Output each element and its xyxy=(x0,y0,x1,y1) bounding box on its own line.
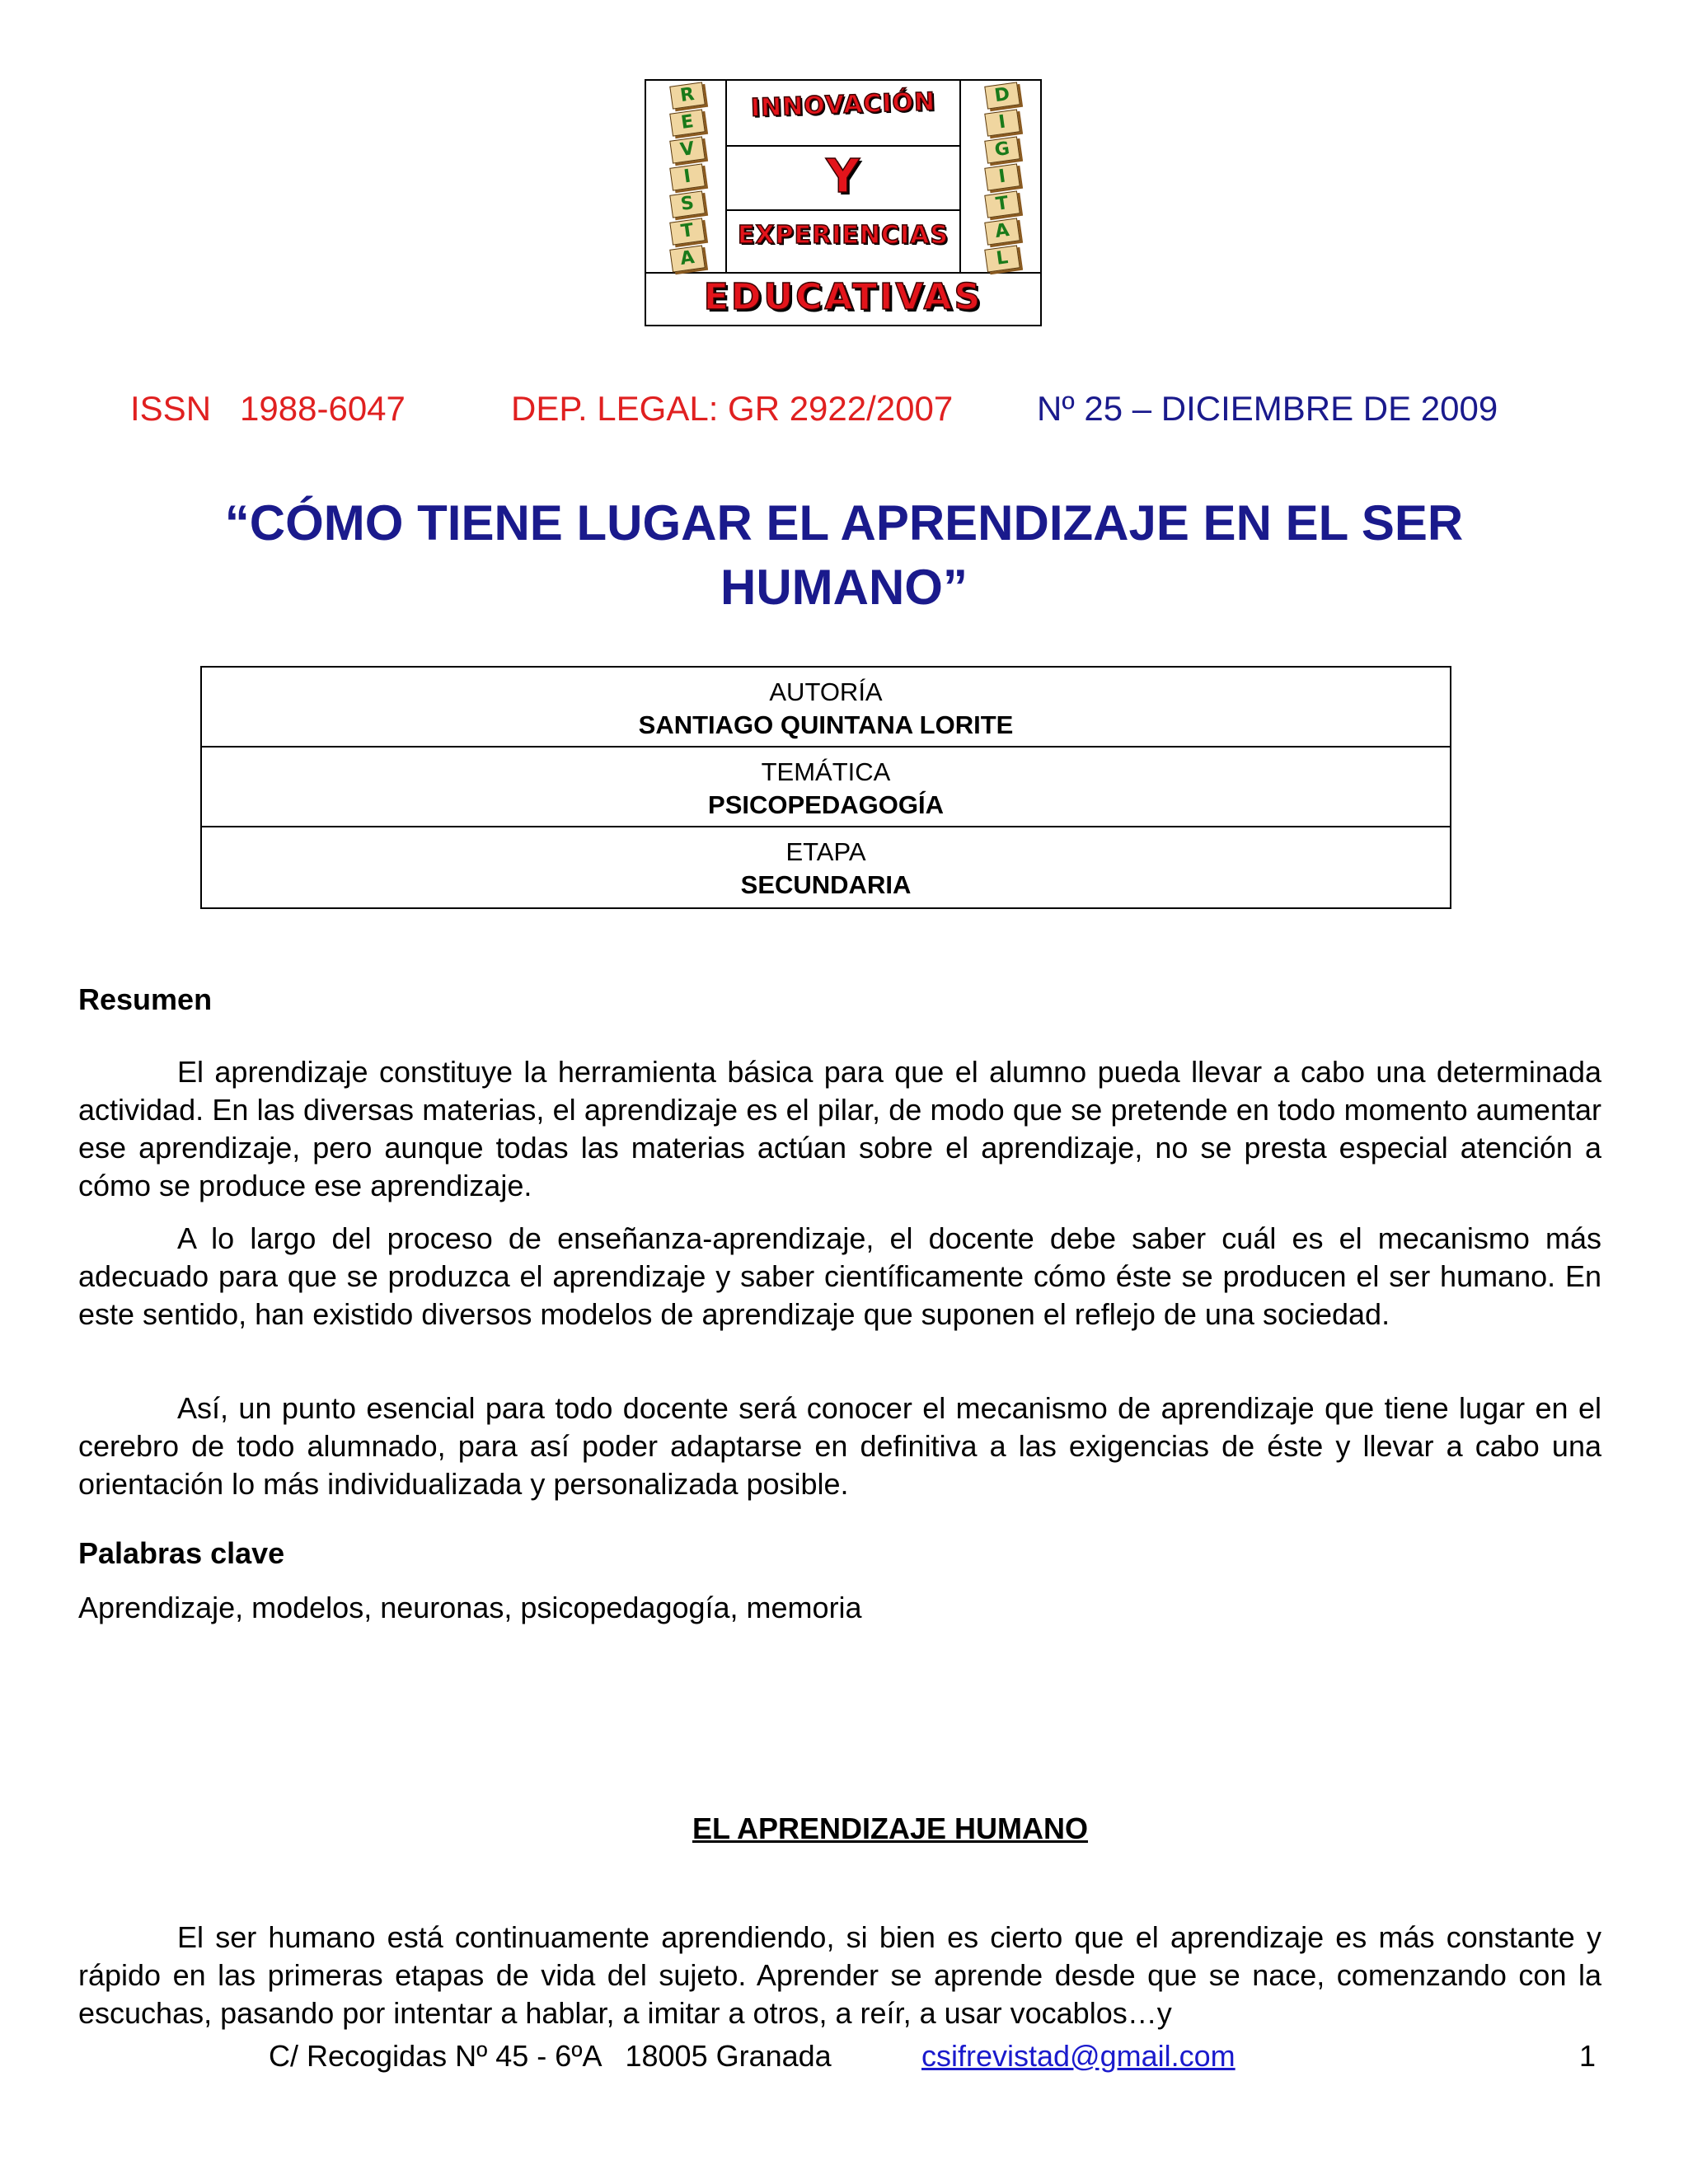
logo-digital-column xyxy=(969,84,1035,270)
article-info-table xyxy=(200,666,1451,909)
logo-educativas: EDUCATIVAS xyxy=(703,276,983,318)
dep-legal: DEP. LEGAL: GR 2922/2007 xyxy=(511,389,954,428)
page-number: 1 xyxy=(1579,2039,1597,2073)
logo-letter: T xyxy=(669,218,706,245)
info-label: TEMÁTICA xyxy=(761,757,891,786)
article-title: “CÓMO TIENE LUGAR EL APRENDIZAJE EN EL SER HUMANO” xyxy=(224,495,1464,615)
logo-letter: A xyxy=(669,245,706,272)
logo-letter: T xyxy=(984,190,1020,218)
keywords-text: Aprendizaje, modelos, neuronas, psicopedagogía, memoria xyxy=(78,1591,862,1624)
logo-letter: G xyxy=(984,136,1020,163)
logo-innovacion: INNOVACIÓN xyxy=(750,87,936,123)
logo-y: Y xyxy=(826,150,860,204)
logo-letter: I xyxy=(984,109,1020,136)
logo-experiencias: EXPERIENCIAS xyxy=(738,221,949,250)
info-label: AUTORÍA xyxy=(769,677,883,706)
logo-letter: A xyxy=(984,218,1020,245)
publication-info xyxy=(0,389,1688,430)
info-label: ETAPA xyxy=(785,837,866,866)
info-row-author xyxy=(202,668,1450,748)
page-footer xyxy=(0,2039,1688,2077)
info-row-stage xyxy=(202,827,1450,907)
info-value: SECUNDARIA xyxy=(740,870,912,899)
resumen-paragraph: A lo largo del proceso de enseñanza-aprendizaje, el docente debe saber cuál es el mecanismo más adecuado para que se produzca el aprendizaje y saber científicamente cómo éste se producen el ser humano. En este sentido, han existido diversos modelos de aprendizaje que suponen el reflejo de una sociedad. xyxy=(78,1221,1601,1331)
footer-address: C/ Recogidas Nº 45 - 6ºA 18005 Granada xyxy=(269,2039,832,2073)
logo-letter: R xyxy=(669,82,706,109)
journal-logo xyxy=(645,79,1042,326)
logo-letter: I xyxy=(669,163,706,190)
issue-date: Nº 25 – DICIEMBRE DE 2009 xyxy=(1037,389,1498,428)
logo-revista-column xyxy=(654,84,720,270)
issn: ISSN 1988-6047 xyxy=(130,389,406,428)
footer-email-link[interactable]: csifrevistad@gmail.com xyxy=(921,2039,1236,2073)
logo-divider xyxy=(725,209,961,211)
resumen-heading: Resumen xyxy=(78,982,213,1016)
logo-letter: S xyxy=(669,190,706,218)
logo-letter: E xyxy=(669,109,706,136)
keywords-heading: Palabras clave xyxy=(78,1536,285,1570)
resumen-paragraph: El aprendizaje constituye la herramienta básica para que el alumno pueda llevar a cabo una determinada actividad. En las diversas materias, el aprendizaje es el pilar, de modo que se pretende en todo momento aumentar ese aprendizaje, pero aunque todas las materias actúan sobre el aprendizaje, no se presta especial atención a cómo se produce ese aprendizaje. xyxy=(78,1055,1601,1202)
logo-letter: I xyxy=(984,163,1020,190)
section-paragraph: El ser humano está continuamente aprendiendo, si bien es cierto que el aprendizaje es más constante y rápido en las primeras etapas de vida del sujeto. Aprender se aprende desde que se nace, comenzando con la escuchas, pasando por intentar a hablar, a imitar a otros, a reír, a usar vocablos…y xyxy=(78,1920,1601,2030)
resumen-paragraph: Así, un punto esencial para todo docente será conocer el mecanismo de aprendizaje que tiene lugar en el cerebro de todo alumnado, para así poder adaptarse en definitiva a las exigencias de éste y llevar a cabo una orientación lo más individualizada y personalizada posible. xyxy=(78,1391,1601,1501)
section-title: EL APRENDIZAJE HUMANO xyxy=(692,1811,1089,1845)
info-value: PSICOPEDAGOGÍA xyxy=(708,790,944,819)
logo-letter: V xyxy=(669,136,706,163)
info-value: SANTIAGO QUINTANA LORITE xyxy=(638,710,1014,739)
logo-letter: D xyxy=(984,82,1020,109)
logo-letter: L xyxy=(984,245,1020,272)
info-row-topic xyxy=(202,748,1450,827)
